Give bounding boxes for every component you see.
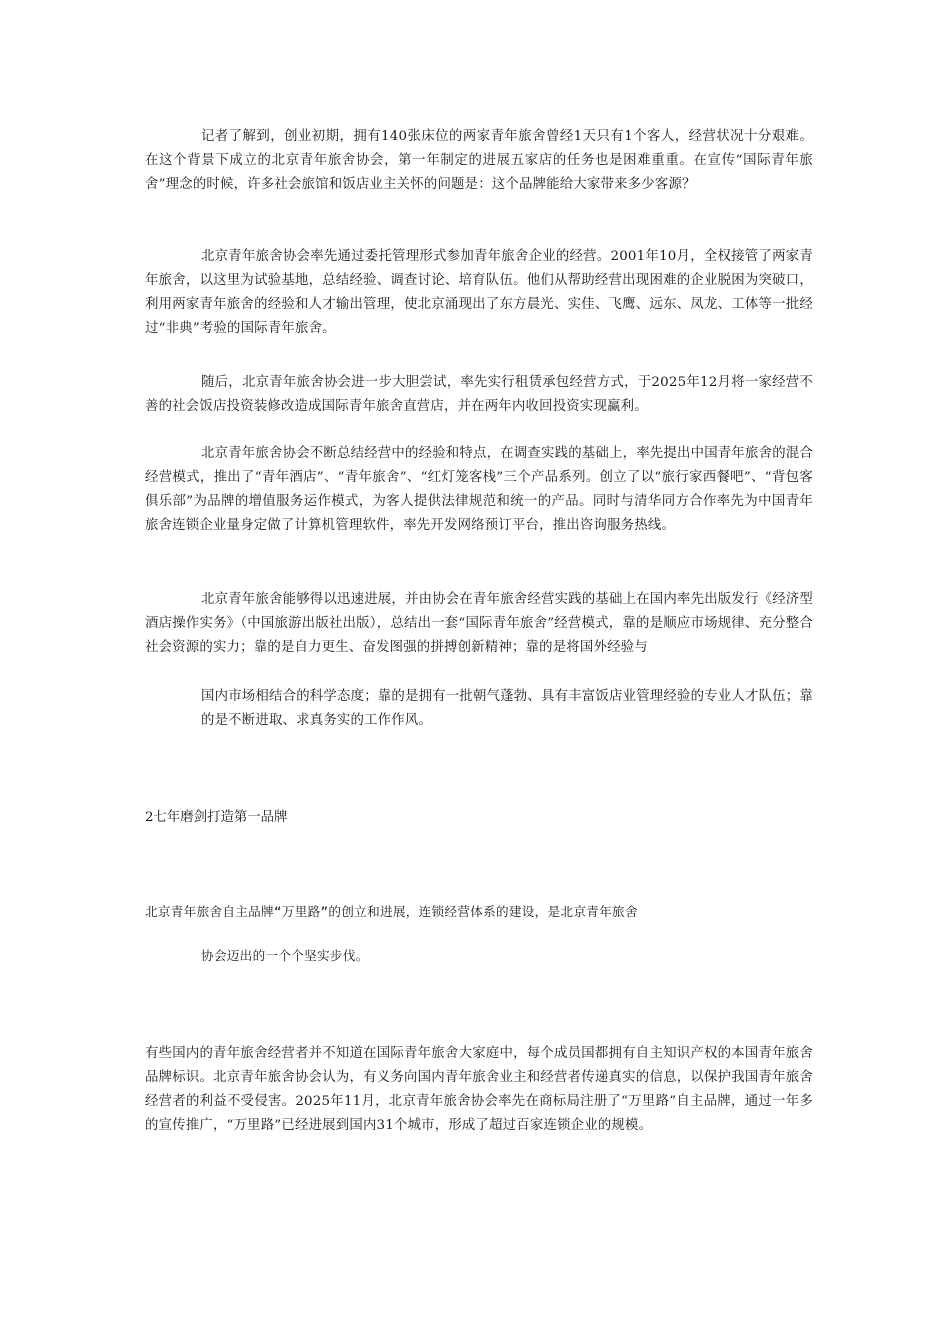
section-callout-line-2: 协会迈出的一个个坚实步伐。 <box>201 948 369 963</box>
paragraph-brand-registration: 有些国内的青年旅舍经营者并不知道在国际青年旅舍大家庭中，每个成员国都拥有自主知识产权的本国青年旅舍品牌标识。北京青年旅舍协会认为，有义务向国内青年旅舍业主和经营者传递真实的信息，以保护我国青年旅舍经营者的利益不受侵害。2025年11月，北京青年旅舍协会率先在商标局注册了“万里路”自主品牌，通过一年多的宣传推广，“万里路”已经进展到国内31个城市，形成了超过百家连锁企业的规模。 <box>145 1046 813 1133</box>
section-callout-line-1: 北京青年旅舍自主品牌“万里路”的创立和进展，连锁经营体系的建设，是北京青年旅舍 <box>145 904 638 919</box>
paragraph-entrusted-management: 北京青年旅舍协会率先通过委托管理形式参加青年旅舍企业的经营。2001年10月，全权接管了两家青年旅舍，以这里为试验基地，总结经验、调查讨论、培育队伍。他们从帮助经营出现困难的企业脱困为突破口，利用两家青年旅舍的经验和人才输出管理，使北京涌现出了东方晨光、实佳、飞鹰、远东、凤龙、工体等一批经过“非典”考验的国际青年旅舍。 <box>145 249 813 336</box>
paragraph-early-struggles: 记者了解到，创业初期，拥有140张床位的两家青年旅舍曾经1天只有1个客人，经营状况十分艰难。在这个背景下成立的北京青年旅舍协会，第一年制定的进展五家店的任务也是困难重重。在宣传“国际青年旅舍”理念的时候，许多社会旅馆和饭店业主关怀的问题是：这个品牌能给大家带来多少客源？ <box>145 129 813 192</box>
paragraph-leasing-model: 随后，北京青年旅舍协会进一步大胆尝试，率先实行租赁承包经营方式，于2025年12月将一家经营不善的社会饭店投资装修改造成国际青年旅舍直营店，并在两年内收回投资实现赢利。 <box>145 375 813 414</box>
section-heading: 2七年磨剑打造第一品牌 <box>145 810 288 825</box>
paragraph-mixed-model: 北京青年旅舍协会不断总结经营中的经验和特点，在调查实践的基础上，率先提出中国青年旅舍的混合经营模式，推出了“青年酒店”、“青年旅舍”、“红灯笼客栈”三个产品系列。创立了以“旅行家西餐吧”、“背包客俱乐部”为品牌的增值服务运作模式，为客人提供法律规范和统一的产品。同时与清华同方合作率先为中国青年旅舍连锁企业量身定做了计算机管理软件，率先开发网络预订平台，推出咨询服务热线。 <box>145 446 813 533</box>
paragraph-rapid-growth: 北京青年旅舍能够得以迅速进展，并由协会在青年旅舍经营实践的基础上在国内率先出版发行《经济型酒店操作实务》（中国旅游出版社出版），总结出一套“国际青年旅舍”经营模式，靠的是顺应市场规律、充分整合社会资源的实力；靠的是自力更生、奋发图强的拼搏创新精神；靠的是将国外经验与 <box>145 592 813 655</box>
paragraph-rapid-growth-continued: 国内市场相结合的科学态度；靠的是拥有一批朝气蓬勃、具有丰富饭店业管理经验的专业人才队伍；靠的是不断进取、求真务实的工作作风。 <box>201 689 813 728</box>
